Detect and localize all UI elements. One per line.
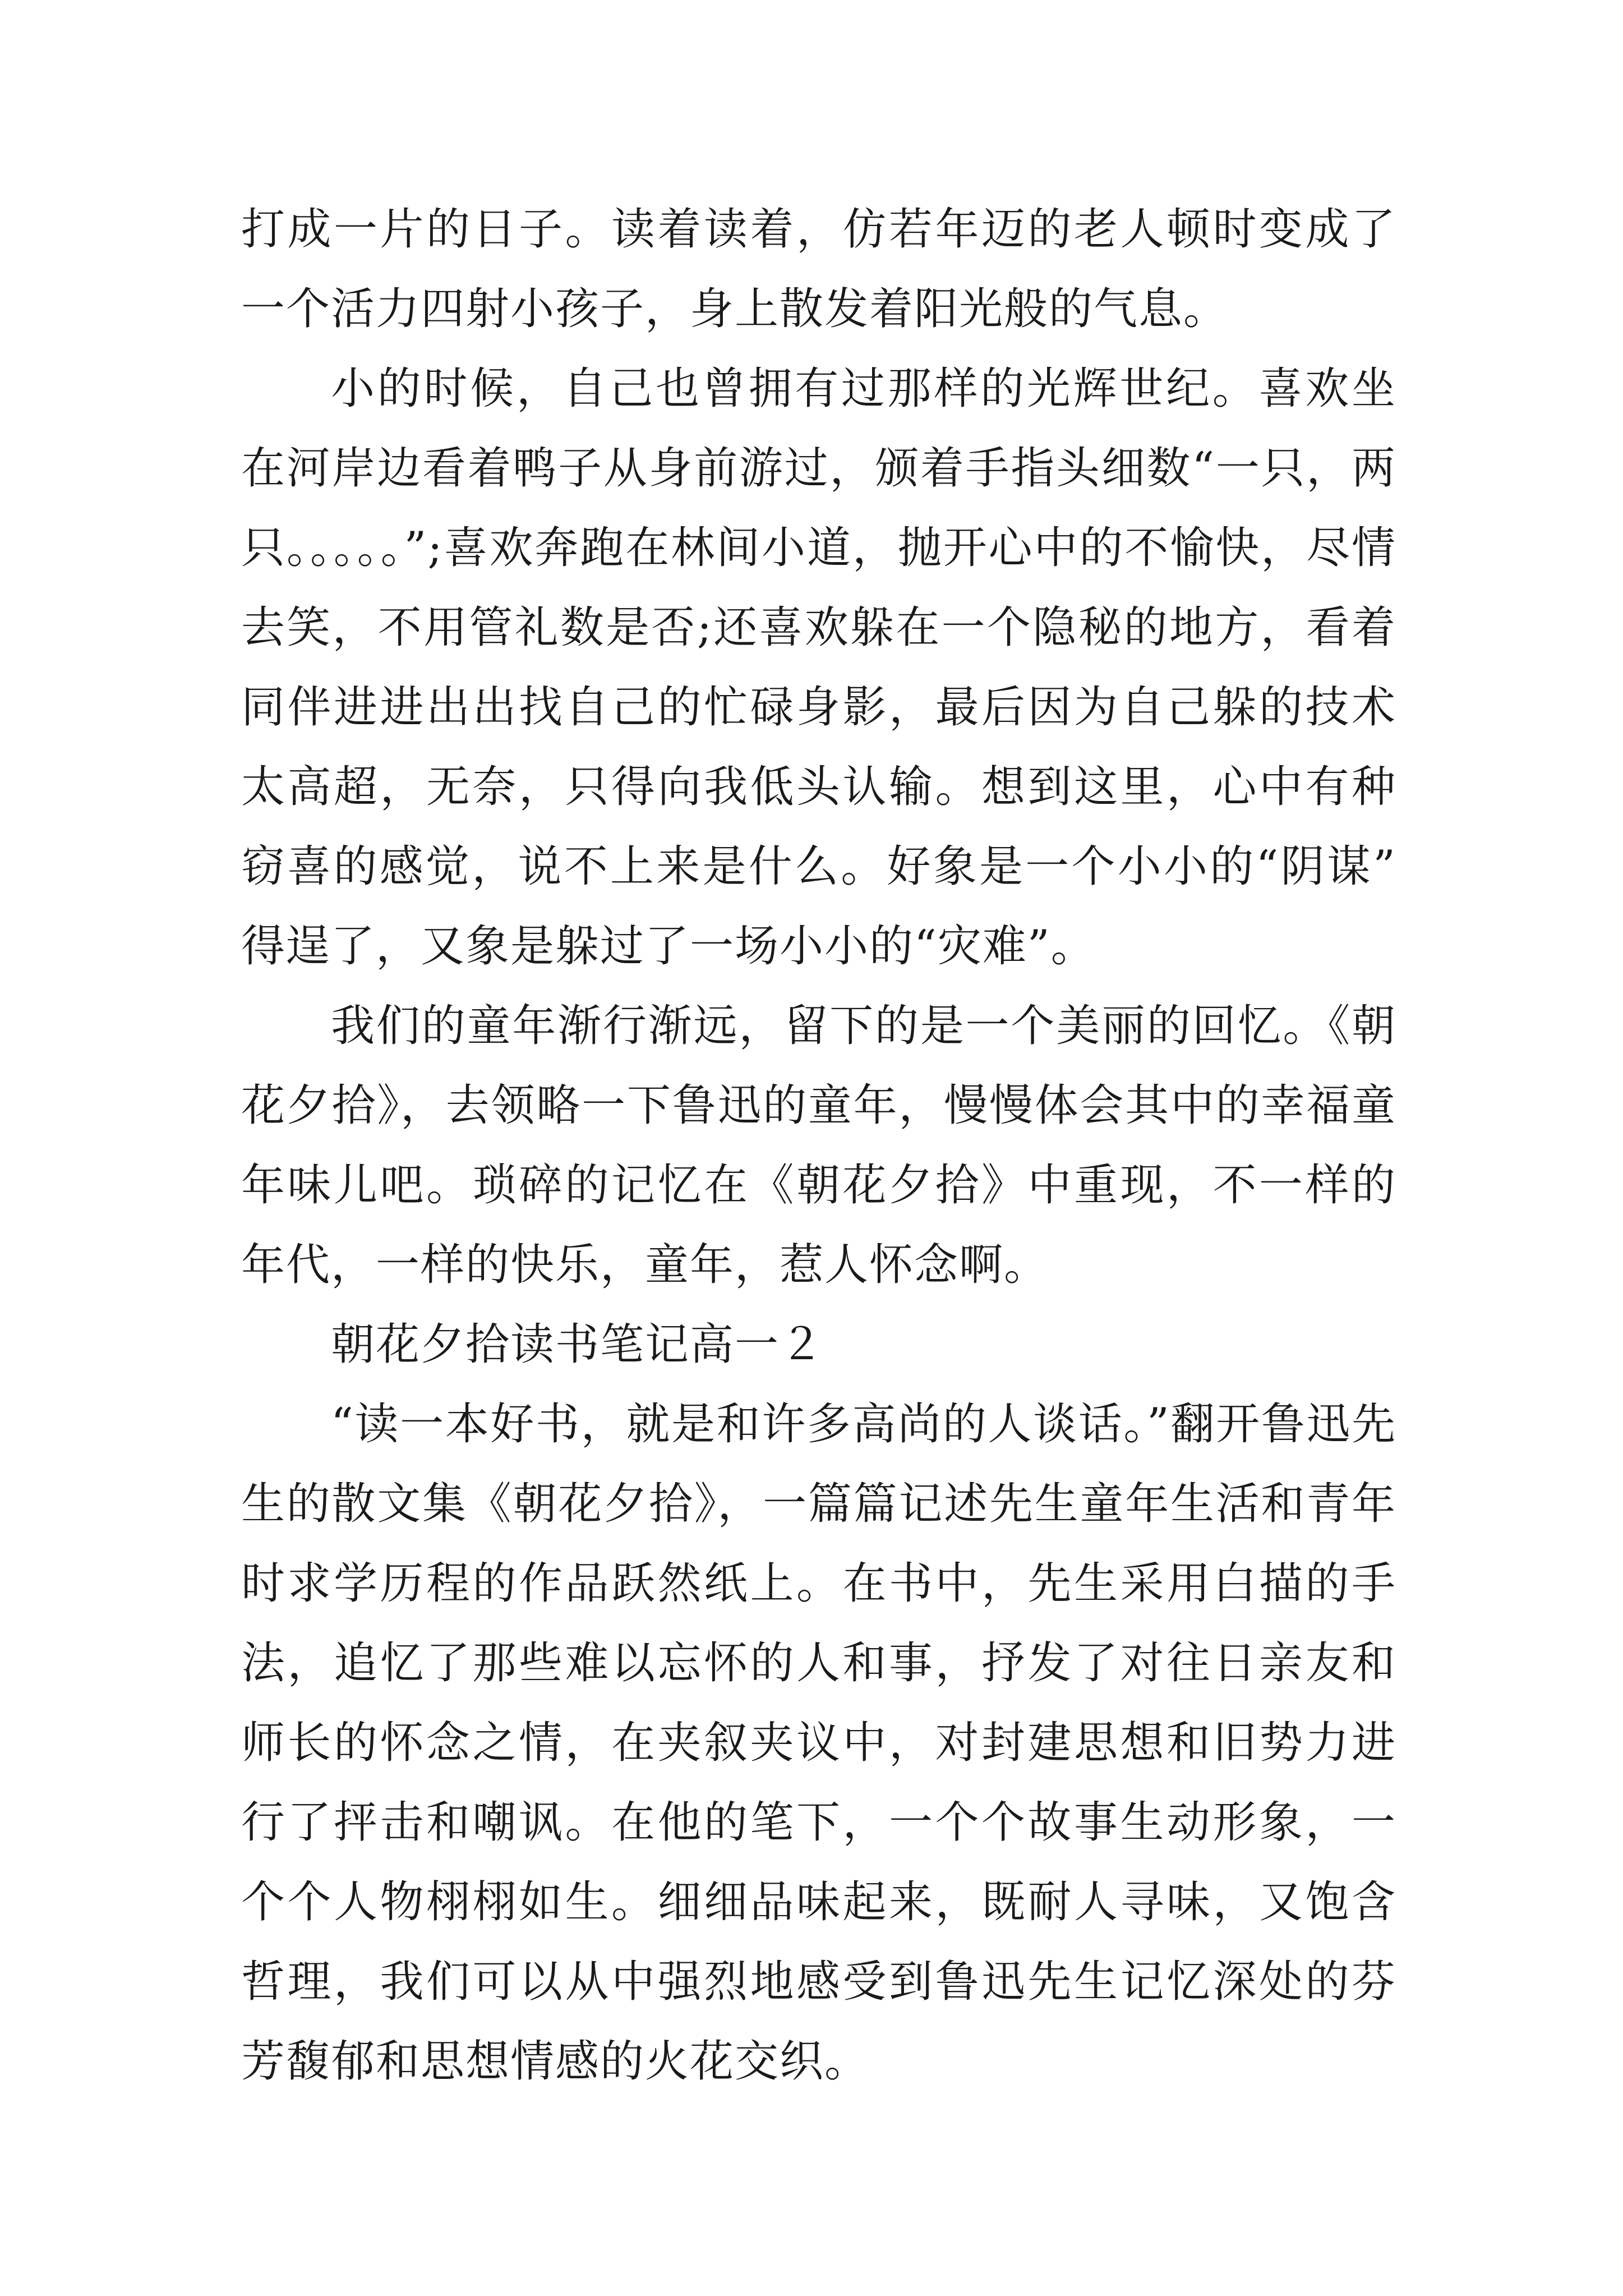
paragraph-continuation: 打成一片的日子。读着读着，仿若年迈的老人顿时变成了一个活力四射小孩子，身上散发着阳光般的气息。: [241, 204, 1396, 334]
paragraph-reading-notes: “读一本好书，就是和许多高尚的人谈话。”翻开鲁迅先生的散文集《朝花夕拾》，一篇篇记述先生童年生活和青年时求学历程的作品跃然纸上。在书中，先生采用白描的手法，追忆了那些难以忘怀的人和事，抒发了对往日亲友和师长的怀念之情，在夹叙夹议中，对封建思想和旧势力进行了抨击和嘲讽。在他的笔下，一个个故事生动形象，一个个人物栩栩如生。细细品味起来，既耐人寻味，又饱含哲理，我们可以从中强烈地感受到鲁迅先生记忆深处的芬芳馥郁和思想情感的火花交织。: [241, 1399, 1396, 2087]
document-body: [241, 190, 1396, 2101]
paragraph-childhood-memories: 小的时候，自己也曾拥有过那样的光辉世纪。喜欢坐在河岸边看着鸭子从身前游过，颁着手指头细数“一只，两只。。。。。”;喜欢奔跑在林间小道，抛开心中的不愉快，尽情去笑，不用管礼数是否;还喜欢躲在一个隐秘的地方，看着同伴进进出出找自己的忙碌身影，最后因为自己躲的技术太高超，无奈，只得向我低头认输。想到这里，心中有种窃喜的感觉，说不上来是什么。好象是一个小小的“阴谋”得逞了，又象是躲过了一场小小的“灾难”。: [241, 364, 1396, 972]
paragraph-childhood-fading: 我们的童年渐行渐远，留下的是一个美丽的回忆。《朝花夕拾》，去领略一下鲁迅的童年，慢慢体会其中的幸福童年味儿吧。琐碎的记忆在《朝花夕拾》中重现，不一样的年代，一样的快乐，童年，惹人怀念啊。: [241, 1001, 1396, 1290]
section-heading: 朝花夕拾读书笔记高一２: [331, 1319, 825, 1370]
